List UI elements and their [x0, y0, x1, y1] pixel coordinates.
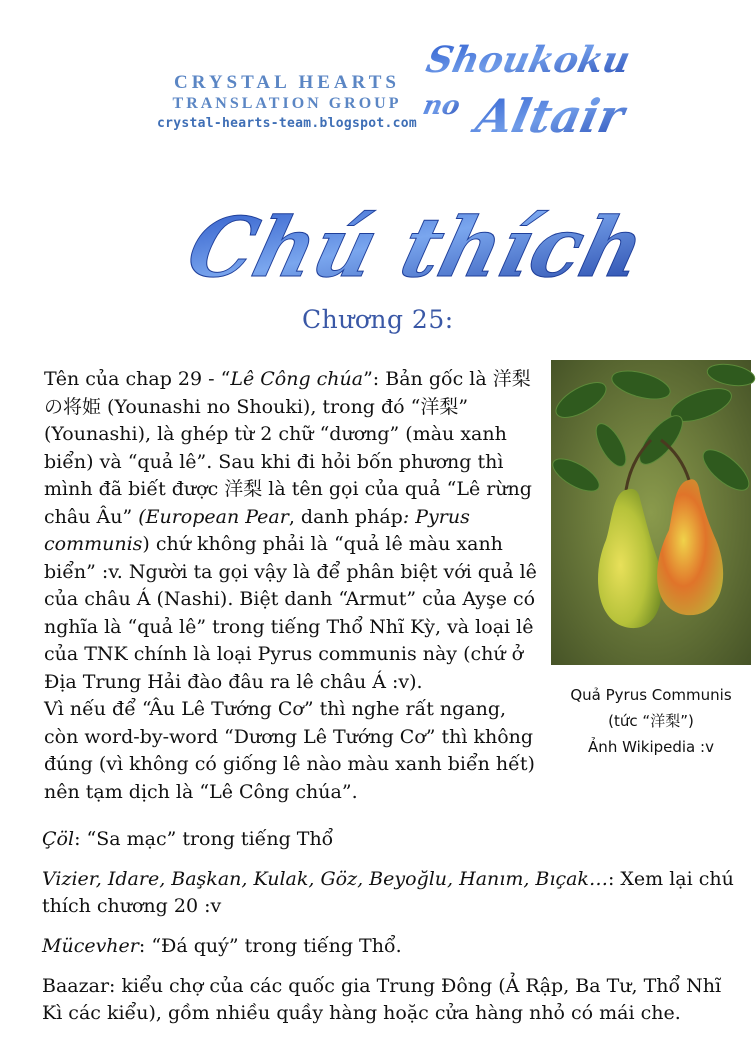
note-item — [42, 933, 742, 960]
page-title — [165, 190, 654, 300]
notes-list — [42, 826, 742, 1027]
text-span: ) chứ không phải là “quả lê màu xanh biển” :v. Người ta gọi vậy là để phân biệt với quả lê của châu Á (Nashi). Biệt danh “Armut” của Ayşe có nghĩa là “quả lê” trong tiếng Thổ Nhĩ Kỳ, và loại lê của TNK chính là loại Pyrus communis này (chứ ở Địa Trung Hải đào đâu ra lê châu Á :v). — [44, 533, 537, 693]
photo-caption — [553, 682, 749, 760]
note-text: : “Sa mạc” trong tiếng Thổ — [74, 828, 334, 850]
note-term: Vizier, Idare, Başkan, Kulak, Göz, Beyoğlu, Hanım, Bıçak… — [42, 868, 608, 890]
text-span-italic: Lê Công chúa — [230, 368, 364, 390]
text-span-italic: : Pyrus communis — [44, 505, 470, 555]
note-item: Baazar: kiểu chợ của các quốc gia Trung Đông (Ả Rập, Ba Tư, Thổ Nhĩ Kì các kiểu), gồm nhiều quầy hàng hoặc cửa hàng nhỏ có mái che. — [42, 975, 722, 1024]
note-term: Mücevher — [42, 935, 139, 957]
group-subtitle: TRANSLATION GROUP — [172, 95, 402, 112]
series-logo-line1: Shoukoku — [422, 38, 635, 81]
group-credit — [137, 72, 437, 134]
text-span-italic: (European Pear — [138, 505, 289, 528]
group-url[interactable]: crystal-hearts-team.blogspot.com — [156, 116, 418, 131]
series-logo — [420, 32, 635, 152]
caption-line-3: Ảnh Wikipedia :v — [588, 738, 714, 756]
note-term: Çöl — [42, 828, 75, 850]
caption-line-2: (tức “洋梨”) — [608, 712, 694, 730]
note-item — [42, 866, 742, 920]
text-span: Tên của chap 29 - “ — [44, 368, 231, 390]
text-span: , danh pháp — [288, 505, 403, 528]
note-text: : “Đá quý” trong tiếng Thổ. — [138, 935, 402, 957]
series-logo-line3: Altair — [471, 88, 629, 143]
caption-line-1: Quả Pyrus Communis — [570, 686, 732, 704]
pear-photo — [551, 360, 751, 665]
page-title-text: Chú thích — [178, 199, 654, 296]
series-logo-line2: no — [420, 90, 463, 121]
chapter-heading: Chương 25: — [302, 305, 454, 334]
main-note — [44, 366, 544, 806]
group-name: CRYSTAL HEARTS — [174, 72, 400, 93]
note-item — [42, 826, 742, 853]
main-note-paragraph-1 — [44, 366, 544, 696]
note-text: : Xem lại chú thích chương 20 :v — [42, 868, 734, 917]
text-span: ”: Bản gốc là 洋梨の将姫 (Younashi no Shouki), trong đó “洋梨” (Younashi), là ghép từ 2 chữ “dương” (màu xanh biển) và “quả lê”. Sau khi đi hỏi bốn phương thì mình đã biết được 洋梨 là tên gọi của quả “Lê rừng châu Âu” — [44, 368, 532, 528]
main-note-paragraph-2: Vì nếu để “Âu Lê Tướng Cơ” thì nghe rất ngang, còn word-by-word “Dương Lê Tướng Cơ” thì không đúng (vì không có giống lê nào màu xanh biển hết) nên tạm dịch là “Lê Công chúa”. — [44, 698, 535, 803]
